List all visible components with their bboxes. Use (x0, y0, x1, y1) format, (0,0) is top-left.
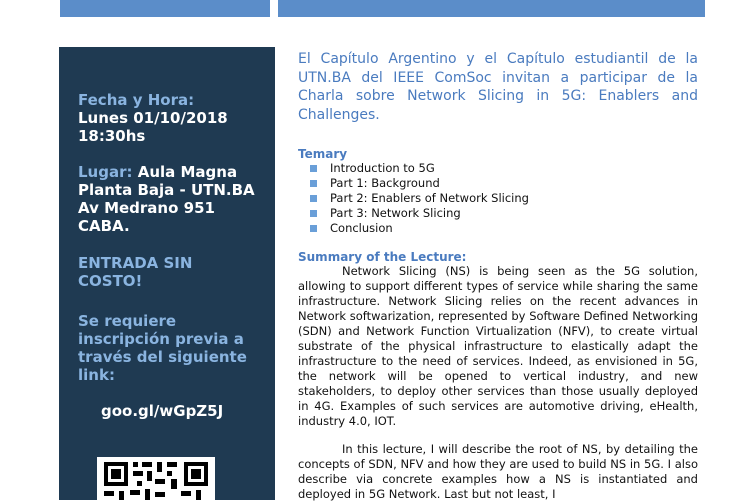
header-divider (270, 0, 278, 17)
signup-line-2: inscripción previa a (78, 330, 244, 348)
temary-list (298, 161, 698, 236)
summary-heading: Summary of the Lecture: (298, 250, 467, 264)
summary-paragraph-2: In this lecture, I will describe the root of NS, by detailing the concepts of SDN, NFV and how they are used to build NS in 5G. I also describe via concrete examples how a NS is instantiated and deployed in 5G Network. Last but not least, I (298, 442, 698, 501)
place-line-4: CABA. (78, 217, 130, 235)
signup-line-3: través del siguiente (78, 348, 247, 366)
place-line-2: Planta Baja - UTN.BA (78, 181, 255, 199)
bullet-icon (310, 210, 317, 217)
date-value: Lunes 01/10/2018 (78, 109, 228, 127)
place-label: Lugar: (78, 163, 133, 181)
temary-item-label: Introduction to 5G (330, 161, 435, 175)
bullet-icon (310, 180, 317, 187)
intro-text: El Capítulo Argentino y el Capítulo estudiantil de la UTN.BA del IEEE ComSoc invitan a participar de la Charla sobre Network Slicing in 5G: Enablers and Challenges. (298, 51, 698, 123)
temary-item (298, 176, 698, 191)
temary-heading: Temary (298, 147, 348, 161)
entrance-line-1: ENTRADA SIN (78, 254, 193, 272)
date-label: Fecha y Hora: (78, 91, 195, 109)
bullet-icon (310, 225, 317, 232)
summary-paragraph-1: Network Slicing (NS) is being seen as the 5G solution, allowing to support different types of service while sharing the same infrastructure. Network Slicing relies on the recent advances in Network softwarization, represented by Software Defined Networking (SDN) and Network Function Virtualization (NFV), to create virtual substrate of the physical infrastructure to elastically adapt the infrastructure to the need of services. Indeed, as envisioned in 5G, the network will be opened to vertical industry, and new stakeholders, to deploy other services than those usually deployed in 4G. Examples of such services are automotive driving, eHealth, industry 4.0, IOT. (298, 264, 698, 428)
entrance-line-2: COSTO! (78, 272, 143, 290)
temary-item (298, 191, 698, 206)
temary-item-label: Conclusion (330, 221, 393, 235)
temary-item (298, 206, 698, 221)
qr-code-graphic (97, 457, 215, 500)
event-info-sidebar (59, 47, 275, 500)
bullet-icon (310, 195, 317, 202)
temary-item-label: Part 1: Background (330, 176, 440, 190)
temary-item-label: Part 3: Network Slicing (330, 206, 461, 220)
place-line-1 (78, 163, 237, 181)
place-name: Aula Magna (137, 163, 238, 181)
bullet-icon (310, 165, 317, 172)
main-content (298, 50, 698, 502)
qr-code[interactable] (97, 457, 215, 500)
time-value: 18:30hs (78, 127, 146, 145)
temary-item-label: Part 2: Enablers of Network Slicing (330, 191, 529, 205)
signup-link[interactable]: goo.gl/wGpZ5J (101, 402, 224, 420)
signup-line-1: Se requiere (78, 312, 177, 330)
place-line-3: Av Medrano 951 (78, 199, 215, 217)
temary-item (298, 221, 698, 236)
signup-line-4: link: (78, 366, 115, 384)
temary-item (298, 161, 698, 176)
header-bar (60, 0, 705, 17)
